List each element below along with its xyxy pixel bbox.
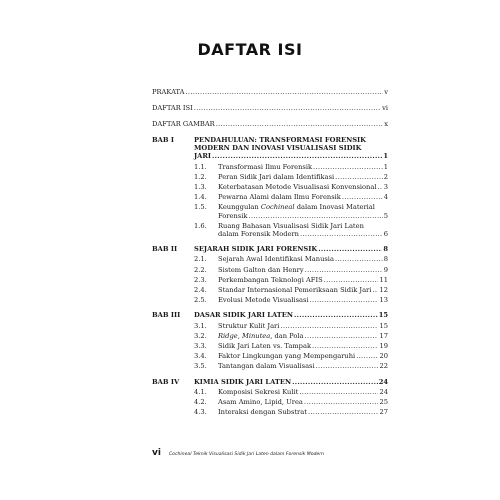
subsection-title: Forensik	[218, 211, 248, 220]
toc-chapter	[152, 378, 388, 417]
subsection-title: Interaksi dengan Substrat	[218, 408, 307, 417]
dot-leader	[335, 255, 383, 263]
chapter-title-text: SEJARAH SIDIK JARI FORENSIK	[194, 245, 318, 254]
chapter-title-last-line	[194, 152, 388, 160]
dot-leader	[216, 120, 384, 128]
subsection-number: 4.2.	[194, 398, 207, 407]
subsection-number: 3.4.	[194, 352, 207, 361]
dot-leader	[305, 266, 383, 274]
toc-page-number: 8	[383, 245, 388, 254]
subsection-title: dalam Forensik Modern	[218, 230, 299, 239]
toc-entry-label: PRAKATA	[152, 88, 185, 96]
subsection-last-line	[218, 266, 388, 274]
subsection-title: Ridge, Minutea, dan Pola	[218, 331, 304, 340]
toc-page-number: 11	[379, 275, 388, 284]
subsection-title: Komposisi Sekresi Kulit	[218, 387, 299, 396]
toc-entry[interactable]	[152, 88, 388, 97]
subsection-title: Sejarah Awal Identifikasi Manusia	[218, 255, 334, 264]
toc-entry-label: DAFTAR ISI	[152, 104, 193, 112]
subsection-last-line	[218, 173, 388, 181]
chapter-body	[194, 378, 388, 417]
toc-subentry[interactable]	[194, 388, 388, 396]
toc-page-number: 19	[379, 342, 388, 351]
toc-subentry[interactable]	[194, 203, 388, 219]
toc-page-number: 8	[383, 255, 388, 264]
toc-subentry[interactable]	[194, 342, 388, 350]
toc-page-number: 24	[378, 377, 388, 386]
table-of-contents	[152, 88, 388, 416]
toc-chapter	[152, 136, 388, 238]
subsection-last-line	[218, 193, 388, 201]
toc-subentry[interactable]	[194, 286, 388, 294]
subsection-last-line	[218, 296, 388, 304]
subsection-title: Evolusi Metode Visualisasi	[218, 296, 309, 305]
toc-subentry[interactable]	[194, 276, 388, 284]
page-footer	[152, 448, 402, 458]
dot-leader	[194, 104, 381, 112]
subsection-last-line	[218, 398, 388, 406]
toc-page-number: 9	[383, 265, 388, 274]
subsection-last-line	[218, 286, 388, 294]
toc-subentry[interactable]	[194, 408, 388, 416]
subsection-last-line	[218, 388, 388, 396]
subsection-title: Peran Sidik Jari dalam Identifikasi	[218, 172, 335, 181]
dot-leader	[316, 362, 379, 370]
dot-leader	[212, 152, 382, 160]
dot-leader	[318, 245, 382, 253]
subsection-number: 2.3.	[194, 275, 207, 284]
dot-leader	[304, 398, 379, 406]
toc-page-number: 5	[383, 211, 388, 220]
subsection-last-line	[218, 362, 388, 370]
toc-subentry[interactable]	[194, 222, 388, 238]
toc-page-number: 2	[383, 172, 388, 181]
dot-leader	[377, 183, 382, 191]
chapter-body	[194, 311, 388, 370]
toc-subentry[interactable]	[194, 173, 388, 181]
subsection-number: 1.5.	[194, 203, 207, 212]
toc-entry[interactable]	[152, 120, 388, 129]
subsection-last-line	[218, 342, 388, 350]
toc-subentry[interactable]	[194, 183, 388, 191]
toc-page-number: 3	[383, 183, 388, 192]
toc-entry-label: DAFTAR GAMBAR	[152, 120, 215, 128]
dot-leader	[308, 408, 379, 416]
dot-leader	[185, 88, 383, 96]
subsection-title-line: Ruang Bahasan Visualisasi Sidik Jari Laten	[218, 221, 364, 230]
dot-leader	[342, 193, 383, 201]
toc-subentry[interactable]	[194, 332, 388, 340]
dot-leader	[312, 342, 378, 350]
chapter-title-line: PENDAHULUAN: TRANSFORMASI FORENSIK	[194, 136, 366, 144]
dot-leader	[324, 276, 379, 284]
dot-leader	[310, 296, 379, 304]
subsection-title: Asam Amino, Lipid, Urea	[218, 398, 303, 407]
subsection-number: 2.1.	[194, 255, 207, 264]
subsection-title: Perkembangan Teknologi AFIS	[218, 275, 323, 284]
dot-leader	[372, 286, 378, 294]
dot-leader	[299, 388, 378, 396]
toc-page-number: v	[384, 88, 388, 96]
toc-page-number: x	[384, 120, 388, 128]
toc-chapter	[152, 245, 388, 304]
subsection-number: 3.2.	[194, 331, 207, 340]
toc-page-number: 12	[379, 286, 388, 295]
toc-subentry[interactable]	[194, 266, 388, 274]
dot-leader	[294, 311, 378, 319]
chapter-title-text: DASAR SIDIK JARI LATEN	[194, 311, 293, 320]
chapter-title-text: JARI	[194, 152, 212, 161]
subsection-last-line	[218, 276, 388, 284]
toc-page-number: 15	[379, 321, 388, 330]
subsection-last-line	[218, 163, 388, 171]
subsection-last-line	[218, 332, 388, 340]
front-matter-list	[152, 88, 388, 129]
subsection-number: 2.2.	[194, 265, 207, 274]
toc-page-number: 6	[383, 230, 388, 239]
chapter-title-text: KIMIA SIDIK JARI LATEN	[194, 377, 292, 386]
chapter-title-last-line	[194, 245, 388, 253]
chapter-number: BAB III	[152, 311, 181, 320]
subsection-title-line: Keunggulan Cochineal dalam Inovasi Material	[218, 203, 375, 212]
toc-subentry[interactable]	[194, 193, 388, 201]
subsection-last-line	[218, 255, 388, 263]
dot-leader	[300, 230, 383, 238]
subsection-number: 2.4.	[194, 286, 207, 295]
subsection-last-line	[218, 183, 388, 191]
chapter-title[interactable]	[194, 378, 388, 386]
toc-page-number: 13	[379, 296, 388, 305]
toc-subentry[interactable]	[194, 255, 388, 263]
toc-subentry[interactable]	[194, 352, 388, 360]
toc-page-number: 4	[383, 193, 388, 202]
toc-subentry[interactable]	[194, 362, 388, 370]
chapter-title-last-line	[194, 378, 388, 386]
subsection-title: Tantangan dalam Visualisasi	[218, 362, 315, 371]
toc-chapter	[152, 311, 388, 370]
subsection-title: Standar Internasional Pemeriksaan Sidik Jari	[218, 286, 372, 295]
subsection-number: 1.3.	[194, 183, 207, 192]
subsection-number: 3.5.	[194, 362, 207, 371]
toc-page-number: 1	[383, 152, 388, 161]
chapter-body	[194, 245, 388, 304]
subsection-number: 1.6.	[194, 221, 207, 230]
chapter-title[interactable]	[194, 311, 388, 319]
toc-page-number: vi	[382, 104, 388, 112]
toc-subentry[interactable]	[194, 322, 388, 330]
toc-page-number: 17	[379, 331, 388, 340]
subsection-title: Faktor Lingkungan yang Mempengaruhi	[218, 352, 356, 361]
subsection-number: 1.4.	[194, 193, 207, 202]
chapter-number: BAB II	[152, 245, 178, 254]
toc-subentry[interactable]	[194, 163, 388, 171]
chapter-title[interactable]	[194, 245, 388, 253]
subsection-title: Sidik Jari Laten vs. Tampak	[218, 342, 312, 351]
subsection-number: 3.1.	[194, 321, 207, 330]
toc-subentry[interactable]	[194, 296, 388, 304]
chapter-title[interactable]	[194, 136, 388, 161]
subsection-last-line	[218, 230, 388, 238]
page-number: vi	[152, 448, 161, 458]
page-title: DAFTAR ISI	[197, 40, 303, 59]
subsection-number: 4.1.	[194, 387, 207, 396]
subsection-title: Transformasi Ilmu Forensik	[218, 162, 313, 171]
subsection-last-line	[218, 408, 388, 416]
dot-leader	[248, 212, 382, 220]
chapter-title-line: MODERN DAN INOVASI VISUALISASI SIDIK	[194, 144, 362, 153]
subsection-number: 2.5.	[194, 296, 207, 305]
toc-page-number: 20	[379, 352, 388, 361]
dot-leader	[305, 332, 379, 340]
toc-page-number: 24	[379, 387, 388, 396]
subsection-title: Struktur Kulit Jari	[218, 321, 280, 330]
dot-leader	[356, 352, 378, 360]
dot-leader	[335, 173, 383, 181]
toc-page-number: 25	[379, 398, 388, 407]
chapter-number: BAB IV	[152, 377, 180, 386]
chapter-number: BAB I	[152, 136, 174, 144]
toc-subentry[interactable]	[194, 398, 388, 406]
chapter-body	[194, 136, 388, 238]
chapter-list	[152, 136, 388, 416]
dot-leader	[280, 322, 378, 330]
toc-page-number: 15	[378, 311, 388, 320]
subsection-last-line	[218, 322, 388, 330]
toc-page-number: 22	[379, 362, 388, 371]
subsection-number: 3.3.	[194, 342, 207, 351]
toc-entry[interactable]	[152, 104, 388, 113]
subsection-number: 1.1.	[194, 162, 207, 171]
subsection-number: 4.3.	[194, 408, 207, 417]
subsection-title: Pewarna Alami dalam Ilmu Forensik	[218, 193, 341, 202]
chapter-title-last-line	[194, 311, 388, 319]
running-footer-text: Cochineal Teknik Visualisasi Sidik Jari Laten dalam Forensik Modern	[168, 452, 325, 457]
subsection-last-line	[218, 352, 388, 360]
subsection-title: Keterbatasan Metode Visualisasi Konvensional	[218, 183, 377, 192]
dot-leader	[292, 378, 378, 386]
subsection-number: 1.2.	[194, 172, 207, 181]
toc-page-number: 27	[379, 408, 388, 417]
dot-leader	[313, 163, 383, 171]
toc-page-number: 1	[383, 162, 388, 171]
subsection-title: Sistem Galton dan Henry	[218, 265, 304, 274]
subsection-last-line	[218, 212, 388, 220]
